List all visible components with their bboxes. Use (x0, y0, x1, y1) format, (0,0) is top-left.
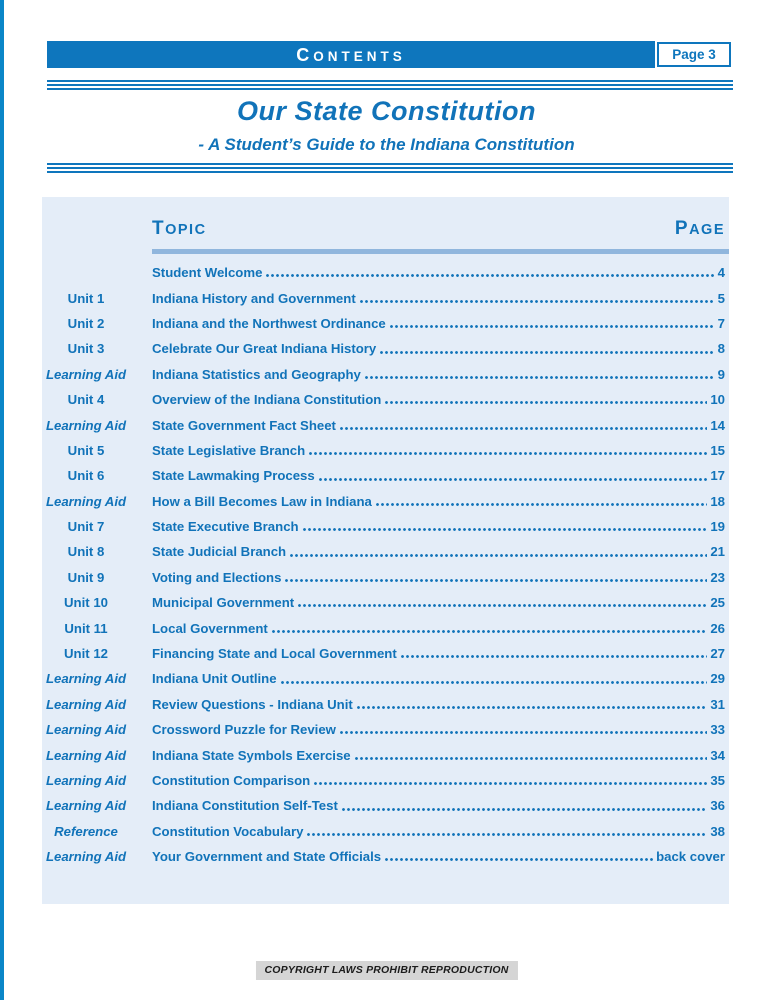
toc-entry-title: Municipal Government (152, 595, 295, 611)
toc-row (42, 538, 725, 563)
dotted-leader (290, 554, 707, 557)
toc-entry-title: Your Government and State Officials (152, 849, 382, 865)
toc-row (42, 411, 725, 436)
toc-entry-title: State Legislative Branch (152, 442, 306, 458)
dotted-leader (365, 376, 715, 379)
dotted-leader (314, 782, 707, 785)
toc-entry-page: 23 (710, 569, 725, 585)
toc-row (42, 640, 725, 665)
dotted-leader (340, 731, 707, 734)
dotted-leader (309, 452, 707, 455)
toc-entry-page: back cover (656, 849, 725, 865)
toc-entry-page: 26 (710, 620, 725, 636)
toc-entry-title: Indiana Statistics and Geography (152, 366, 361, 382)
dotted-leader (357, 706, 708, 709)
toc-row (42, 614, 725, 639)
toc-row-label: Unit 5 (67, 442, 105, 458)
toc-header-divider (152, 249, 729, 254)
toc-entry-page: 33 (710, 722, 725, 738)
page-number-label: Page 3 (672, 46, 716, 62)
toc-row-label: Unit 11 (64, 620, 108, 636)
toc-entry-title: Indiana History and Government (152, 290, 356, 306)
dotted-leader (355, 757, 708, 760)
toc-row-label: Learning Aid (45, 417, 127, 433)
toc-entry-title: Review Questions - Indiana Unit (152, 696, 353, 712)
toc-entry-page: 14 (710, 417, 725, 433)
toc-entry-page: 19 (710, 519, 725, 535)
dotted-leader (342, 808, 707, 811)
dotted-leader (281, 681, 708, 684)
toc-row (42, 361, 725, 386)
dotted-leader (272, 630, 708, 633)
toc-entry-page: 7 (717, 315, 725, 331)
toc-row (42, 386, 725, 411)
page-header (47, 41, 731, 68)
dotted-leader (298, 604, 707, 607)
toc-row (42, 335, 725, 360)
toc-rows (42, 259, 725, 868)
toc-row-label: Unit 2 (67, 315, 105, 331)
dotted-leader (401, 655, 708, 658)
toc-entry-page: 29 (710, 671, 725, 687)
toc-row (42, 462, 725, 487)
toc-column-headers (152, 218, 725, 241)
toc-entry-page: 5 (717, 290, 725, 306)
table-of-contents (42, 197, 729, 904)
toc-entry-title: Celebrate Our Great Indiana History (152, 341, 377, 357)
toc-entry-page: 34 (710, 747, 725, 763)
toc-entry-title: Financing State and Local Government (152, 646, 397, 662)
toc-row-label: Learning Aid (45, 366, 127, 382)
toc-entry-page: 27 (710, 646, 725, 662)
toc-row (42, 843, 725, 868)
toc-entry-page: 18 (710, 493, 725, 509)
toc-row-label: Reference (54, 823, 118, 839)
topic-column-header: TOPIC (152, 218, 207, 239)
triple-rule-top (47, 80, 733, 90)
toc-entry-title: Crossword Puzzle for Review (152, 722, 336, 738)
dotted-leader (340, 427, 707, 430)
dotted-leader (380, 351, 714, 354)
toc-entry-page: 36 (710, 798, 725, 814)
dotted-leader (360, 300, 715, 303)
toc-row-label: Unit 8 (67, 544, 105, 560)
dotted-leader (385, 401, 707, 404)
toc-row-label: Learning Aid (45, 493, 127, 509)
toc-row (42, 437, 725, 462)
dotted-leader (307, 833, 707, 836)
toc-entry-page: 35 (710, 773, 725, 788)
copyright-notice: COPYRIGHT LAWS PROHIBIT REPRODUCTION (255, 961, 517, 980)
dotted-leader (285, 579, 707, 582)
toc-row-label: Learning Aid (45, 773, 127, 788)
page-number-box (657, 42, 731, 67)
toc-row (42, 310, 725, 335)
toc-entry-title: Indiana Unit Outline (152, 671, 277, 687)
toc-entry-title: State Government Fact Sheet (152, 417, 336, 433)
toc-entry-title: Indiana Constitution Self-Test (152, 798, 338, 814)
document-title: Our State Constitution (237, 96, 536, 126)
toc-row (42, 513, 725, 538)
dotted-leader (376, 503, 707, 506)
toc-entry-title: Voting and Elections (152, 569, 282, 585)
toc-row-label: Unit 1 (67, 290, 105, 306)
toc-row (42, 767, 725, 792)
dotted-leader (319, 478, 708, 481)
toc-row-label: Learning Aid (45, 671, 127, 687)
toc-row-label: Unit 3 (67, 341, 105, 357)
toc-entry-page: 15 (710, 442, 725, 458)
toc-entry-title: Student Welcome (152, 265, 263, 281)
toc-row (42, 691, 725, 716)
toc-row-label: Unit 4 (67, 392, 105, 408)
toc-entry-page: 8 (717, 341, 725, 357)
document-subtitle: - A Student’s Guide to the Indiana Constitution (198, 135, 575, 154)
contents-title: CONTENTS (296, 45, 406, 65)
toc-row-label: Unit 12 (64, 646, 108, 662)
contents-header-bar (47, 41, 655, 68)
toc-entry-page: 21 (710, 544, 725, 560)
dotted-leader (303, 528, 708, 531)
toc-entry-page: 38 (710, 823, 725, 839)
toc-row-label: Unit 6 (67, 468, 105, 484)
toc-row (42, 716, 725, 741)
triple-rule-bottom (47, 163, 733, 173)
page-column-header: PAGE (674, 218, 725, 239)
toc-row-label: Learning Aid (45, 798, 127, 814)
dotted-leader (390, 325, 715, 328)
toc-entry-title: Overview of the Indiana Constitution (152, 392, 382, 408)
toc-entry-title: Constitution Vocabulary (152, 823, 304, 839)
toc-entry-page: 31 (710, 696, 725, 712)
toc-row (42, 818, 725, 843)
toc-row-label: Unit 10 (64, 595, 108, 611)
toc-row (42, 741, 725, 766)
toc-row-label: Learning Aid (45, 696, 127, 712)
toc-entry-title: Indiana State Symbols Exercise (152, 747, 351, 763)
toc-row-label: Unit 9 (67, 569, 105, 585)
toc-row (42, 564, 725, 589)
toc-row (42, 284, 725, 309)
toc-row-label: Learning Aid (45, 849, 127, 865)
toc-row (42, 589, 725, 614)
toc-row-label: Learning Aid (45, 747, 127, 763)
toc-row (42, 488, 725, 513)
toc-row (42, 259, 725, 284)
toc-entry-title: State Executive Branch (152, 519, 299, 535)
toc-entry-page: 17 (710, 468, 725, 484)
dotted-leader (266, 274, 714, 277)
dotted-leader (385, 858, 653, 861)
toc-entry-title: How a Bill Becomes Law in Indiana (152, 493, 372, 509)
toc-entry-page: 25 (710, 595, 725, 611)
toc-entry-page: 10 (710, 392, 725, 408)
toc-row-label: Unit 7 (67, 519, 105, 535)
toc-entry-title: State Judicial Branch (152, 544, 287, 560)
toc-entry-title: Constitution Comparison (152, 773, 311, 788)
toc-entry-title: Indiana and the Northwest Ordinance (152, 315, 386, 331)
toc-entry-title: State Lawmaking Process (152, 468, 315, 484)
toc-row (42, 792, 725, 817)
toc-entry-page: 4 (717, 265, 725, 281)
toc-entry-page: 9 (717, 366, 725, 382)
toc-row-label: Learning Aid (45, 722, 127, 738)
toc-row (42, 665, 725, 690)
toc-entry-title: Local Government (152, 620, 268, 636)
